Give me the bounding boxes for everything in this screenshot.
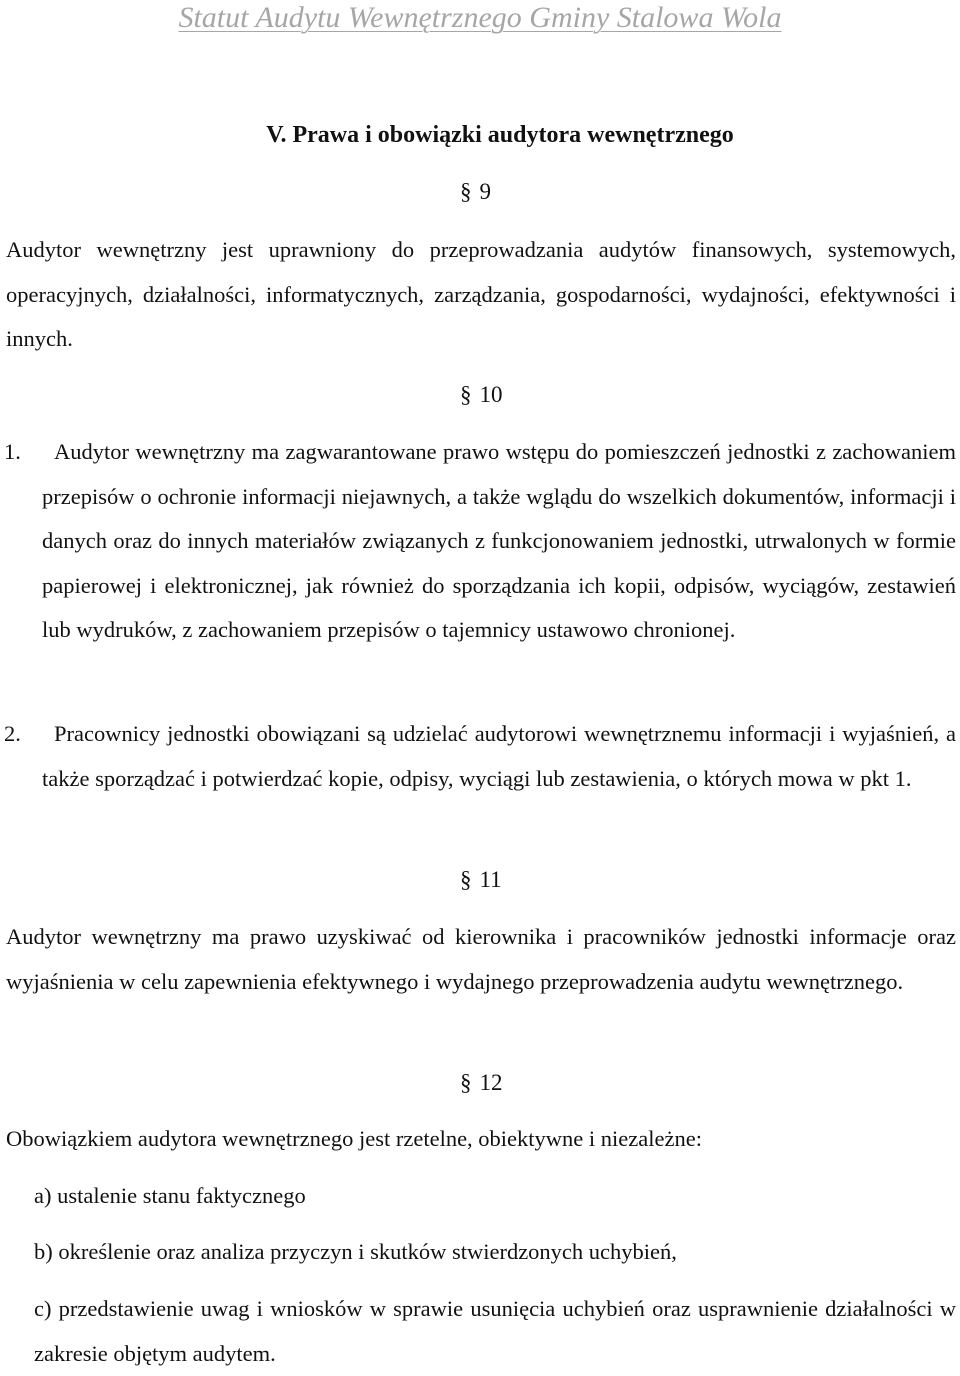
- document-header-title: Statut Audytu Wewnętrznego Gminy Stalowa Wola: [178, 1, 782, 34]
- section-number: 12: [479, 1070, 503, 1095]
- point-text: Pracownicy jednostki obowiązani są udzielać audytorowi wewnętrznemu informacji i wyjaśnień, a także sporządzać i potwierdzać kopie, odpisy, wyciągi lub zestawienia, o których mowa w pkt 1.: [42, 721, 956, 791]
- section-symbol: §: [460, 382, 472, 407]
- section-symbol: §: [460, 867, 472, 892]
- section-12-item-b: b) określenie oraz analiza przyczyn i skutków stwierdzonych uchybień,: [34, 1239, 677, 1264]
- section-12-item-a: a) ustalenie stanu faktycznego: [34, 1183, 306, 1208]
- section-10-heading: [460, 380, 503, 410]
- section-11-paragraph: Audytor wewnętrzny ma prawo uzyskiwać od kierownika i pracowników jednostki informacje oraz wyjaśnienia w celu zapewnienia efektywnego i wydajnego przeprowadzenia audytu wewnętrznego.: [6, 924, 956, 994]
- point-number: 2.: [4, 721, 21, 746]
- chapter-title: V. Prawa i obowiązki audytora wewnętrznego: [266, 122, 734, 148]
- section-12-intro: Obowiązkiem audytora wewnętrznego jest rzetelne, obiektywne i niezależne:: [6, 1126, 702, 1151]
- section-12-item-c: c) przedstawienie uwag i wniosków w sprawie usunięcia uchybień oraz usprawnienie działalności w zakresie objętym audytem.: [34, 1296, 956, 1366]
- section-number: 10: [479, 382, 503, 407]
- point-number: 1.: [4, 439, 21, 464]
- section-9-paragraph: Audytor wewnętrzny jest uprawniony do przeprowadzania audytów finansowych, systemowych, operacyjnych, działalności, informatycznych, zarządzania, gospodarności, wydajności, efektywności i innych.: [6, 237, 956, 351]
- section-9-heading: [460, 177, 491, 207]
- section-number: 9: [479, 179, 491, 204]
- point-text: Audytor wewnętrzny ma zagwarantowane prawo wstępu do pomieszczeń jednostki z zachowaniem przepisów o ochronie informacji niejawnych, a także wglądu do wszelkich dokumentów, informacji i danych oraz do innych materiałów związanych z funkcjonowaniem jednostki, utrwalonych w formie papierowej i elektronicznej, jak również do sporządzania ich kopii, odpisów, wyciągów, zestawień lub wydruków, z zachowaniem przepisów o tajemnicy ustawowo chronionej.: [42, 439, 956, 642]
- section-symbol: §: [460, 179, 472, 204]
- section-symbol: §: [460, 1070, 472, 1095]
- section-11-heading: [460, 865, 502, 895]
- section-number: 11: [479, 867, 502, 892]
- section-12-heading: [460, 1068, 503, 1098]
